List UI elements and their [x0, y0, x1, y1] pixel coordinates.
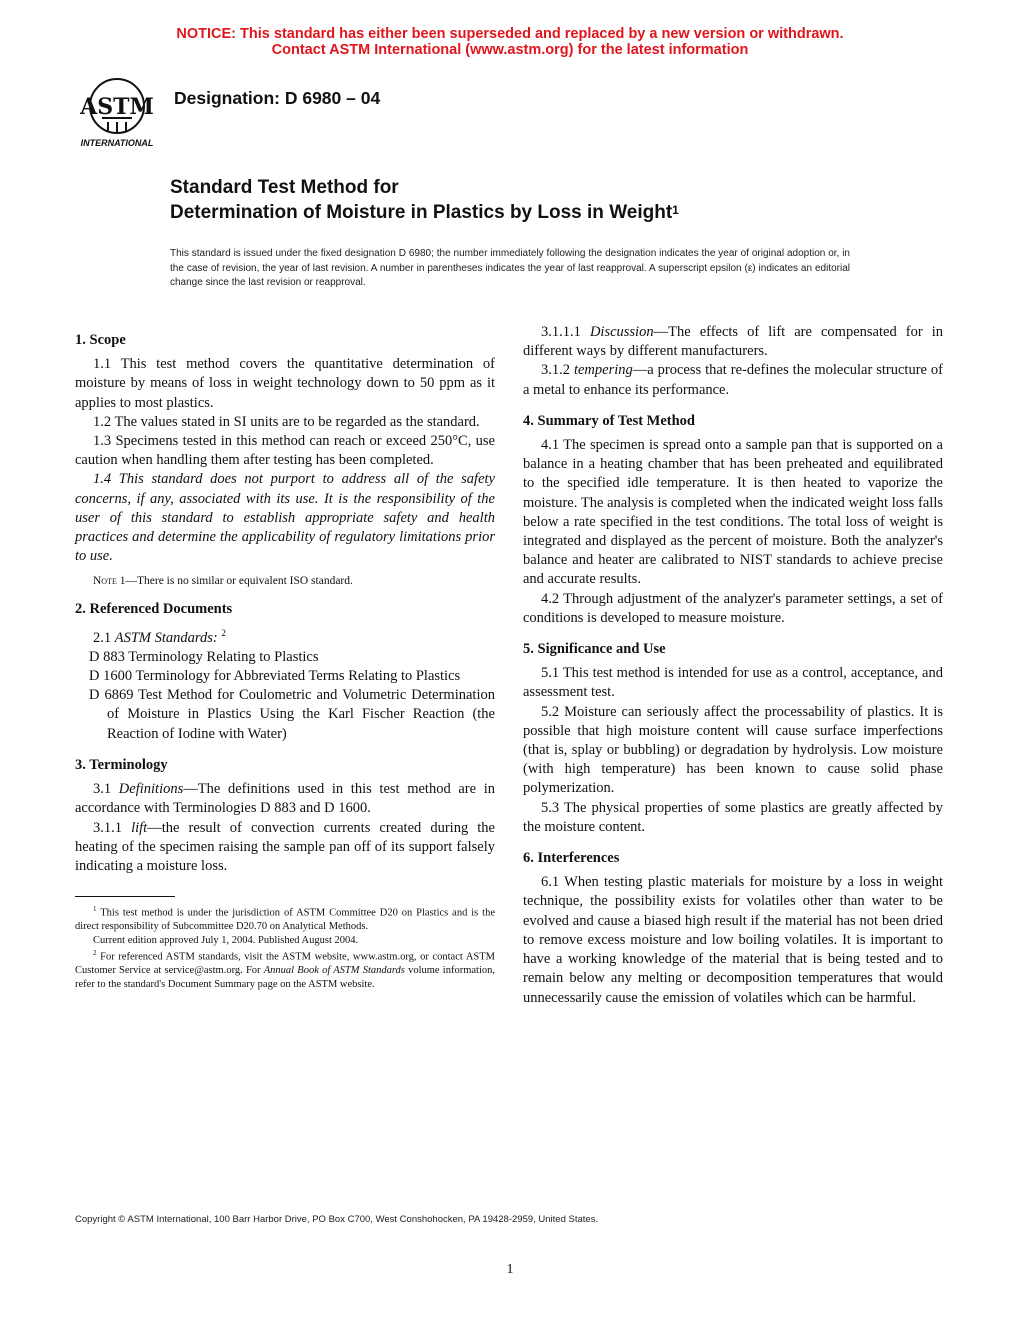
notice-line-1: NOTICE: This standard has either been superseded and replaced by a new version or withdrawn.	[176, 26, 844, 42]
footnote-2-text-b: volume information, refer to the standard's Document Summary page on the ASTM website.	[75, 965, 495, 990]
ref-d1600: D 1600 Terminology for Abbreviated Terms Relating to Plastics	[89, 668, 461, 685]
title-line-2-text: Determination of Moisture in Plastics by Loss in Weight	[170, 202, 673, 223]
logo-subtitle: INTERNATIONAL	[80, 138, 154, 148]
title-line-1: Standard Test Method for	[170, 177, 399, 198]
para-3-1	[75, 780, 495, 818]
para-1-4	[75, 470, 495, 566]
para-5-2: 5.2 Moisture can seriously affect the processability of plastics. It is possible that high moisture content will cause surface imperfections (that is, splay or bubbling) or degradation by hydrolysis. Low moisture (with high temperature) has been known to cause solid phase polymerization.	[523, 703, 943, 797]
notice-line-2: Contact ASTM International (www.astm.org) for the latest information	[271, 42, 749, 58]
section-heading-scope: 1. Scope	[75, 332, 126, 348]
footnote-1-marker: 1	[93, 905, 97, 914]
para-3-1-2-num: 3.1.2	[541, 362, 570, 379]
designation: Designation: D 6980 – 04	[174, 88, 381, 108]
para-5-1: 5.1 This test method is intended for use as a control, acceptance, and assessment test.	[523, 665, 943, 701]
note-label: Note 1	[93, 575, 126, 588]
footnote-2-italic: Annual Book of ASTM Standards	[263, 965, 405, 977]
para-1-2: 1.2 The values stated in SI units are to be regarded as the standard.	[93, 413, 480, 430]
astm-logo-icon	[72, 74, 162, 150]
right-column	[523, 323, 943, 1008]
ref-d883: D 883 Terminology Relating to Plastics	[89, 648, 319, 665]
para-1-3: 1.3 Specimens tested in this method can reach or exceed 250°C, use caution when handling them after testing has been completed.	[75, 433, 495, 469]
section-heading-referenced-documents: 2. Referenced Documents	[75, 600, 233, 617]
para-3-1-text: —The definitions used in this test method are in accordance with Terminologies D 883 and D 1600.	[75, 781, 496, 817]
para-3-1-2-term: tempering	[573, 362, 633, 379]
title-line-2	[170, 200, 679, 225]
footnote-1-text: This test method is under the jurisdiction of ASTM Committee D20 on Plastics and is the direct responsibility of Subcommittee D20.70 on Analytical Methods.	[75, 907, 495, 933]
left-column	[75, 323, 495, 991]
para-3-1-1-1-text: —The effects of lift are compensated for in different ways by different manufacturers.	[523, 324, 943, 360]
logo-text: ASTM	[80, 94, 154, 120]
section-heading-summary: 4. Summary of Test Method	[523, 412, 695, 429]
para-3-1-1-1	[523, 323, 943, 361]
para-3-1-2-text: —a process that re-defines the molecular structure of a metal to enhance its performance.	[523, 362, 944, 398]
section-heading-significance: 5. Significance and Use	[523, 641, 666, 658]
para-3-1-2	[523, 361, 943, 399]
para-4-1: 4.1 The specimen is spread onto a sample pan that is supported on a balance in a heating chamber that has been preheated and equilibrated to the specified idle temperature. It is then heated to vaporize the moisture. The analysis is completed when the indicated weight loss falls below a rate specified in the test conditions. The total loss of weight is integrated and displayed as the percent of moisture. Both the analyzer's balance and heater are calibrated to NIST standards to achieve precise and accurate results.	[523, 437, 943, 588]
para-6-1: 6.1 When testing plastic materials for moisture by a loss in weight technique, the possibility exists for volatiles other than water to be evolved and cause a biased high result if the material has not been dried to remove excess moisture and low boiling volatiles. It is important to have a working knowledge of the material that is being tested and to remain below any melting or decomposition temperatures that would unnecessarily cause the emission of volatiles which can be harmful.	[523, 874, 943, 1006]
section-heading-terminology: 3. Terminology	[75, 756, 168, 773]
para-3-1-1-1-term: Discussion	[589, 324, 654, 340]
para-4-2: 4.2 Through adjustment of the analyzer's parameter settings, a set of conditions is developed to measure moisture.	[523, 590, 943, 626]
title-footnote-ref: 1	[672, 203, 679, 217]
para-5-3: 5.3 The physical properties of some plastics are greatly affected by the moisture content.	[523, 799, 943, 835]
para-1-1: 1.1 This test method covers the quantitative determination of moisture by means of loss in weight technology down to 50 ppm as it applies to most plastics.	[75, 356, 495, 411]
document-title	[170, 175, 679, 225]
para-3-1-1-1-num: 3.1.1.1	[541, 324, 581, 340]
para-3-1-1-text: —the result of convection currents created during the heating of the specimen raising the sample pan off of its support falsely indicating a moisture loss.	[75, 819, 495, 874]
footnote-ref-2: 2	[221, 627, 226, 638]
para-3-1-1-term: lift	[131, 819, 148, 836]
copyright: Copyright © ASTM International, 100 Barr Harbor Drive, PO Box C700, West Conshohocken, PA 19428-2959, United States.	[75, 1214, 599, 1225]
footnote-1	[75, 903, 495, 934]
issuance-statement: This standard is issued under the fixed designation D 6980; the number immediately following the designation indicates the year of original adoption or, in the case of revision, the year of last revision. A number in parentheses indicates the year of last reapproval. A superscript epsilon (ε) indicates an editorial change since the last revision or reapproval.	[170, 248, 850, 288]
para-3-1-num: 3.1	[93, 781, 112, 798]
para-3-1-1	[75, 819, 495, 877]
para-3-1-term: Definitions	[118, 781, 184, 798]
ref-d6869: D 6869 Test Method for Coulometric and Volumetric Determination of Moisture in Plastics Using the Karl Fischer Reaction (the Reaction of Iodine with Water)	[89, 687, 495, 742]
para-2-1-term: ASTM Standards:	[114, 629, 218, 646]
para-2-1-num: 2.1	[93, 629, 112, 646]
para-2-1	[75, 624, 495, 648]
footnote-2-text-a: For referenced ASTM standards, visit the ASTM website, www.astm.org, or contact ASTM Customer Service at service@astm.org. For	[75, 951, 495, 977]
footnote-divider	[75, 896, 175, 897]
footnote-2	[75, 947, 495, 991]
note-1	[75, 572, 495, 591]
footnote-2-marker: 2	[93, 949, 97, 958]
para-3-1-1-num: 3.1.1	[93, 819, 122, 836]
note-text: —There is no similar or equivalent ISO standard.	[125, 575, 353, 588]
page-number: 1	[506, 1262, 514, 1277]
section-heading-interferences: 6. Interferences	[523, 850, 620, 867]
footnote-1b: Current edition approved July 1, 2004. Published August 2004.	[93, 934, 359, 946]
para-1-4-text: 1.4 This standard does not purport to address all of the safety concerns, if any, associated with its use. It is the responsibility of the user of this standard to establish appropriate safety and health practices and determine the applicability of regulatory limitations prior to use.	[75, 471, 495, 565]
withdrawal-notice	[0, 26, 1020, 58]
